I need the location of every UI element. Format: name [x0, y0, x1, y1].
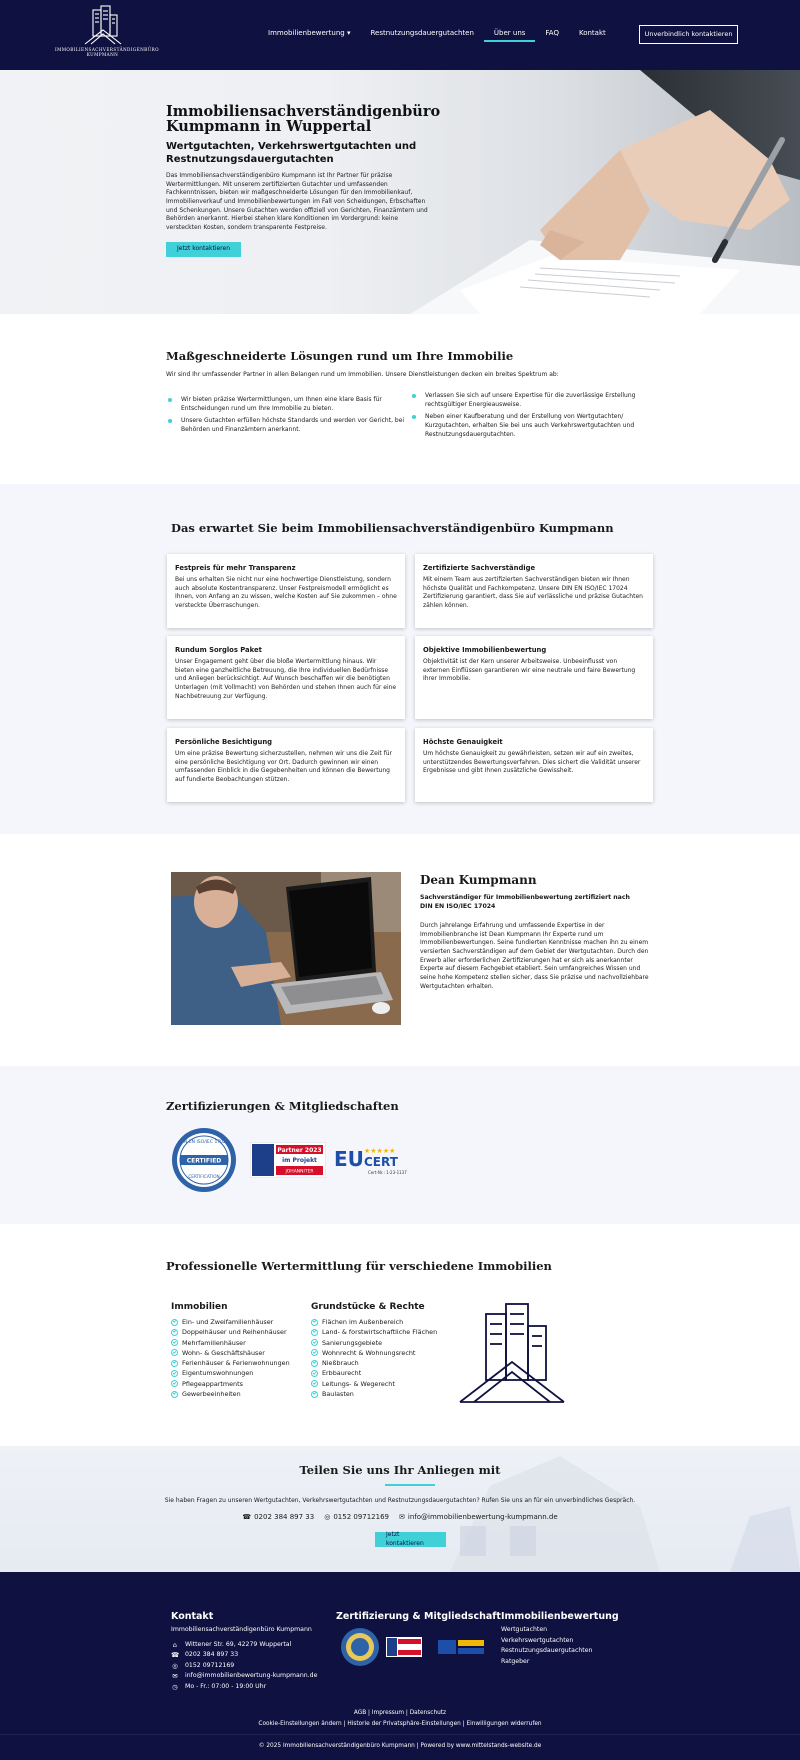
nav-kontakt[interactable]: Kontakt: [578, 29, 606, 37]
site-header: [0, 0, 800, 70]
list-item: Erbbaurecht: [311, 1368, 451, 1378]
contact-band-section: [0, 1446, 800, 1572]
seal-bottom-text: CERTIFICATION: [188, 1174, 220, 1179]
nav-restnutzungsdauergutachten[interactable]: Restnutzungsdauergutachten: [370, 29, 474, 37]
feature-card: [167, 554, 405, 628]
footer-copyright: © 2025 Immobiliensachverständigenbüro Kumpmann | Powered by www.mittelstands-website.de: [258, 1743, 542, 1749]
card-text: Unser Engagement geht über die bloße Wertermittlung hinaus. Wir bieten eine ganzheitliche Betreuung, die Ihre individuellen Bedürfnisse und Anliegen berücksichtigt. Auf Wunsch beschaffen wir die benötigten Unterlagen (mit Vollmacht) von Behörden und stehen Ihnen auch für eine Nachbetreuung zur Verfügung.: [175, 657, 397, 700]
card-title: Höchste Genauigkeit: [423, 738, 503, 746]
seal-top-text: DIN EN ISO/IEC 17024: [179, 1140, 229, 1145]
mail-icon: ✉: [172, 1672, 178, 1680]
footer-partner-badge: [386, 1637, 422, 1657]
contact-whatsapp[interactable]: [324, 1512, 389, 1522]
dean-text: Durch jahrelange Erfahrung und umfassende Expertise in der Immobilienbranche ist Dean Kumpmann Ihr Experte rund um Immobilienbewertungen. Seine fundierten Kenntnisse machen ihn zu einem versierten Sachverständigen auf dem Gebiet der Wertgutachten. Durch den Erwerb aller erforderlichen Zertifizierungen hat er sich als anerkannter Experte auf diesem Fachgebiet etabliert. Sein umfangreiches Wissen und seine hohe Kompetenz stellen sicher, dass Sie präzise und nachvollziehbare Wertgutachten erhalten.: [420, 922, 649, 990]
list-item: Nießbrauch: [311, 1358, 451, 1368]
card-text: Um höchste Genauigkeit zu gewährleisten, setzen wir auf ein zweites, unterstützendes Bewertungsverfahren. Dies sichert die Validität unserer Ergebnisse und gibt Ihnen zusätzliche Gewissheit.: [423, 749, 641, 775]
card-title: Objektive Immobilienbewertung: [423, 646, 547, 654]
list-item: Wohnrecht & Wohnungsrecht: [311, 1348, 451, 1358]
contact-band-info: [0, 1512, 800, 1522]
whatsapp-text: 0152 09712169: [333, 1513, 389, 1521]
footer-address: Wittener Str. 69, 42279 Wuppertal: [185, 1640, 292, 1648]
list-item: Mehrfamilienhäuser: [171, 1338, 301, 1348]
nav-label: Immobilienbewertung: [268, 29, 345, 37]
feature-card: [167, 728, 405, 802]
footer-whatsapp-row[interactable]: [171, 1661, 317, 1672]
footer-link-verkehrswertgutachten[interactable]: Verkehrswertgutachten: [501, 1636, 574, 1644]
footer-phone-row[interactable]: [171, 1650, 317, 1661]
eucert-badge: [334, 1144, 412, 1176]
footer-email-row[interactable]: [171, 1671, 317, 1682]
email-text: info@immobilienbewertung-kumpmann.de: [407, 1513, 558, 1521]
feature-card: [415, 636, 653, 719]
list-item: Leitungs- & Wegerecht: [311, 1379, 451, 1389]
list-item: Doppelhäuser und Reihenhäuser: [171, 1327, 301, 1337]
col-grundstuecke-title: Grundstücke & Rechte: [311, 1302, 425, 1312]
partner-line2: im Projekt: [282, 1157, 317, 1164]
phone-text: 0202 384 897 33: [254, 1513, 315, 1521]
footer-legal-links[interactable]: AGB | Impressum | Datenschutz: [353, 1710, 447, 1716]
footer-links: [501, 1625, 592, 1667]
buildings-illustration-icon: [458, 1300, 566, 1406]
building-logo-icon: [81, 4, 125, 46]
card-title: Rundum Sorglos Paket: [175, 646, 262, 654]
feature-card: [167, 636, 405, 719]
footer-certified-seal-icon: [340, 1627, 380, 1667]
list-item: Flächen im Außenbereich: [311, 1317, 451, 1327]
hero-contact-button[interactable]: Jetzt kontaktieren: [166, 242, 241, 257]
solutions-section: [0, 314, 800, 484]
list-item: Verlassen Sie sich auf unsere Expertise für die zuverlässige Erstellung rechtsgültiger Energieausweise.: [410, 392, 648, 409]
solutions-title: Maßgeschneiderte Lösungen rund um Ihre Immobilie: [166, 349, 514, 363]
logo-text: [55, 47, 159, 58]
nav-ueber-uns[interactable]: Über uns: [484, 28, 536, 42]
hero-section: [0, 70, 800, 314]
card-title: Persönliche Besichtigung: [175, 738, 273, 746]
footer-whatsapp: 0152 09712169: [185, 1661, 235, 1669]
footer-hours-row: [171, 1682, 317, 1693]
whatsapp-icon: ◎: [324, 1513, 331, 1521]
about-section: [0, 834, 800, 1066]
contact-band-title: Teilen Sie uns Ihr Anliegen mit: [299, 1463, 501, 1477]
list-item: Land- & forstwirtschaftliche Flächen: [311, 1327, 451, 1337]
johanniter-partner-badge: [250, 1142, 326, 1178]
footer-address-row: [171, 1640, 317, 1651]
stars-icon: ★★★★★: [364, 1147, 396, 1155]
hero-text: Das Immobiliensachverständigenbüro Kumpmann ist Ihr Partner für präzise Wertermittlungen. Mit unserem zertifizierten Gutachter und umfassenden Fachkenntnissen, bieten wir maßgeschneiderte Lösungen für den Immobilienkauf, Immobilienverkauf und Immobilienbewertungen im Fall von Scheidungen, Erbschaften und Schenkungen. Unsere Gutachten werden offiziell von Gerichten, Finanzämtern und Behörden anerkannt. Hierbei stehen klare Konditionen im Vordergrund: keine versteckten Kosten, sondern transparente Festpreise.: [166, 172, 428, 231]
list-item: Wir bieten präzise Wertermittlungen, um Ihnen eine klare Basis für Entscheidungen rund um Ihre Immobilie zu bieten.: [166, 396, 406, 413]
nav-immobilienbewertung[interactable]: [258, 28, 360, 42]
hero-subtitle: Wertgutachten, Verkehrswertgutachten und Restnutzungsdauergutachten: [166, 141, 417, 166]
solutions-list-left: [166, 396, 406, 439]
hero-content: [166, 103, 441, 257]
list-item: Gewerbeeinheiten: [171, 1389, 301, 1399]
card-text: Mit einem Team aus zertifizierten Sachverständigen bieten wir Ihnen höchste Qualität und Fachkompetenz. Unsere DIN EN ISO/IEC 17024 Zertifizierung garantiert, dass Sie auf verlässliche und präzise Gutachten zählen können.: [423, 575, 643, 609]
phone-icon: ☎: [171, 1651, 180, 1659]
hero-title: Immobiliensachverständigenbüro Kumpmann in Wuppertal: [166, 103, 441, 136]
list-item: Wohn- & Geschäftshäuser: [171, 1348, 301, 1358]
logo-line2: KUMPMANN: [86, 52, 119, 58]
footer-email: info@immobilienbewertung-kumpmann.de: [185, 1672, 318, 1679]
list-item: Pflegeappartments: [171, 1379, 301, 1389]
partner-org: JOHANNITER: [285, 1169, 314, 1175]
expect-title: Das erwartet Sie beim Immobiliensachverständigenbüro Kumpmann: [171, 521, 614, 535]
seal-main-text: CERTIFIED: [186, 1157, 222, 1165]
footer-phone: 0202 384 897 33: [185, 1651, 239, 1658]
contact-email[interactable]: [399, 1512, 558, 1522]
mail-icon: ✉: [399, 1513, 405, 1521]
property-types-section: [0, 1224, 800, 1446]
footer-bewertung-title: Immobilienbewertung: [501, 1611, 619, 1622]
whatsapp-icon: ◎: [172, 1661, 178, 1670]
dean-subtitle: Sachverständiger für Immobilienbewertung zertifiziert nach DIN EN ISO/IEC 17024: [420, 894, 630, 910]
feature-card: [415, 554, 653, 628]
home-icon: ⌂: [172, 1640, 178, 1649]
list-item: Unsere Gutachten erfüllen höchste Standards und werden vor Gericht, bei Behörden und Finanzämtern anerkannt.: [166, 417, 406, 434]
band-contact-button[interactable]: Jetzt kontaktieren: [375, 1532, 446, 1547]
logo-line1: IMMOBILIENSACHVERSTÄNDIGENBÜRO: [55, 47, 159, 52]
footer-contact-list: [171, 1625, 317, 1692]
card-title: Festpreis für mehr Transparenz: [175, 564, 296, 572]
certifications-title: Zertifizierungen & Mitgliedschaften: [166, 1099, 399, 1113]
logo[interactable]: [55, 4, 159, 62]
clock-icon: ◷: [172, 1682, 178, 1691]
list-item: Ein- und Zweifamilienhäuser: [171, 1317, 301, 1327]
footer-eucert-badge: [438, 1637, 484, 1657]
site-footer: [0, 1572, 800, 1760]
contact-phone[interactable]: [242, 1512, 314, 1522]
list-item: Eigentumswohnungen: [171, 1368, 301, 1378]
nav-faq[interactable]: FAQ: [545, 29, 559, 37]
grundstuecke-list: [311, 1317, 451, 1399]
eu-word: CERT: [364, 1155, 398, 1169]
eu-cert-nr: Cert-Nr.: 1-23-1137: [368, 1170, 407, 1175]
footer-divider: [0, 1734, 800, 1735]
certifications-section: [0, 1066, 800, 1224]
footer-cert-title: Zertifizierung & Mitgliedschaft: [336, 1611, 501, 1622]
header-contact-button[interactable]: Unverbindlich kontaktieren: [639, 25, 738, 44]
card-text: Objektivität ist der Kern unserer Arbeitsweise. Unbeeinflusst von externen Einflüssen garantieren wir eine neutrale und faire Bewertung Ihrer Immobilie.: [423, 657, 636, 683]
phone-icon: ☎: [242, 1513, 252, 1521]
laptop-photo: [171, 872, 401, 1025]
certified-seal-icon: [170, 1126, 238, 1194]
chevron-down-icon: ▾: [346, 29, 351, 37]
solutions-list-right: [410, 392, 648, 443]
title-underline: [385, 1484, 435, 1486]
list-item: Ferienhäuser & Ferienwohnungen: [171, 1358, 301, 1368]
main-nav: [258, 28, 616, 42]
card-text: Bei uns erhalten Sie nicht nur eine hochwertige Dienstleistung, sondern auch absolute Kostentransparenz. Unser Festpreismodell ermöglicht es Ihnen, von Anfang an zu wissen, welche Kosten auf Sie zukommen – ohne versteckte Überraschungen.: [175, 575, 397, 609]
property-types-title: Professionelle Wertermittlung für verschiedene Immobilien: [166, 1259, 552, 1273]
contact-band-text: Sie haben Fragen zu unseren Wertgutachten, Verkehrswertgutachten und Restnutzungsdauergutachten? Rufen Sie uns an für ein unverbindliches Gespräch.: [164, 1497, 636, 1504]
dean-name: Dean Kumpmann: [420, 873, 537, 887]
feature-card: [415, 728, 653, 802]
list-item: Sanierungsgebiete: [311, 1338, 451, 1348]
list-item: Baulasten: [311, 1389, 451, 1399]
expect-section: [0, 484, 800, 834]
card-text: Um eine präzise Bewertung sicherzustellen, nehmen wir uns die Zeit für eine persönliche Besichtigung vor Ort. Dadurch gewinnen wir einen umfassenden Einblick in die Gegebenheiten und können die Bewertung auf fundierte Beobachtungen stützen.: [175, 749, 393, 783]
footer-hours: Mo - Fr.: 07:00 - 19:00 Uhr: [185, 1682, 267, 1690]
footer-link-restnutzungsdauergutachten[interactable]: Restnutzungsdauergutachten: [501, 1647, 593, 1654]
list-item: Neben einer Kaufberatung und der Erstellung von Wertgutachten/ Kurzgutachten, erhalten Sie bei uns auch Verkehrswertgutachten und Restnutzungsdauergutachten.: [410, 413, 648, 439]
partner-line1: Partner 2023: [277, 1147, 322, 1154]
eu-brand: EU: [334, 1147, 364, 1171]
footer-company: Immobiliensachverständigenbüro Kumpmann: [171, 1626, 312, 1633]
footer-contact-title: Kontakt: [171, 1611, 214, 1622]
card-title: Zertifizierte Sachverständige: [423, 564, 536, 572]
footer-cookie-links[interactable]: Cookie-Einstellungen ändern | Historie der Privatsphäre-Einstellungen | Einwilligungen widerrufen: [258, 1721, 542, 1727]
solutions-intro: Wir sind Ihr umfassender Partner in allen Belangen rund um Immobilien. Unsere Dienstleistungen decken ein breites Spektrum ab:: [166, 371, 559, 378]
footer-link-ratgeber[interactable]: Ratgeber: [501, 1657, 530, 1665]
footer-link-wertgutachten[interactable]: Wertgutachten: [501, 1626, 548, 1633]
immobilien-list: [171, 1317, 301, 1399]
col-immobilien-title: Immobilien: [171, 1302, 228, 1312]
